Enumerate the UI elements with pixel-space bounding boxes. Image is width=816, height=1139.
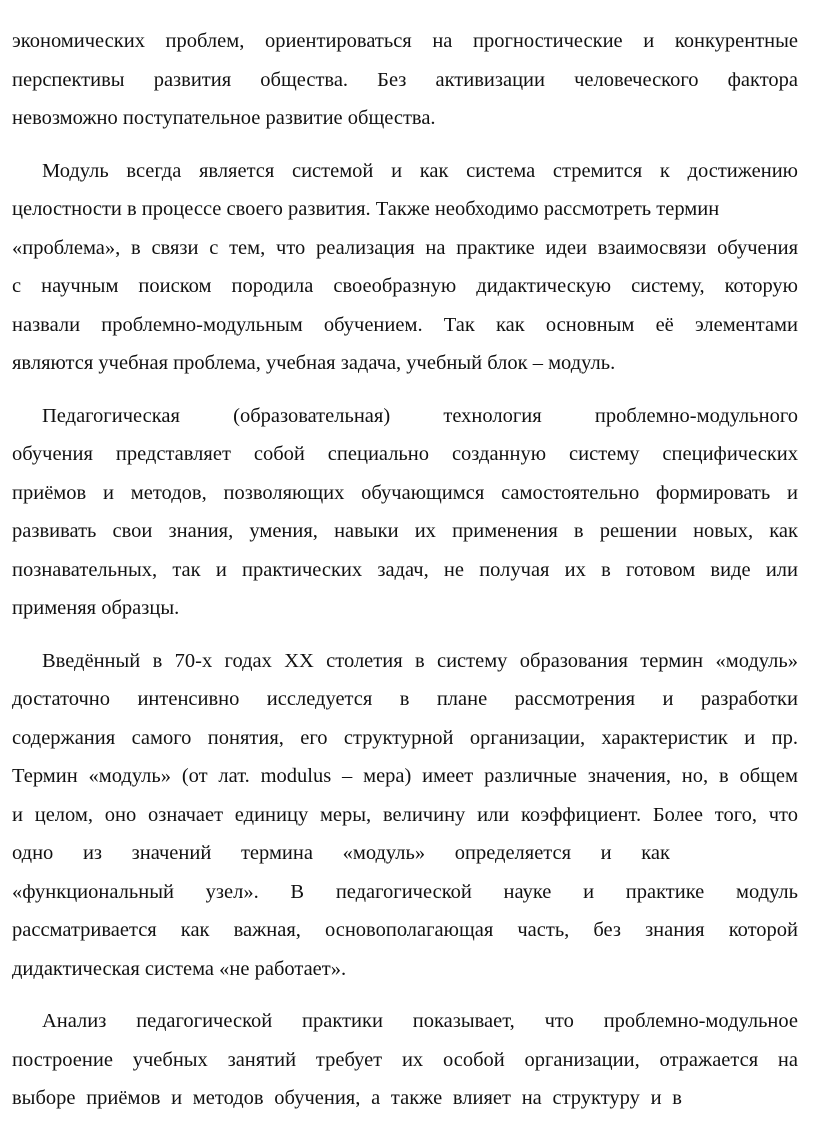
text-line: Педагогическая (образовательная) технология проблемно-модульного: [42, 404, 798, 427]
text-line: развивать свои знания, умения, навыки их применения в решении новых, как: [12, 520, 798, 542]
text-line: применяя образцы.: [12, 597, 180, 619]
text-line: построение учебных занятий требует их особой организации, отражается на: [12, 1048, 798, 1071]
text-line: познавательных, так и практических задач, не получая их в готовом виде или: [12, 558, 798, 581]
paragraph: [12, 397, 798, 628]
text-line: с научным поиском породила своеобразную дидактическую систему, которую: [12, 275, 798, 297]
text-line: обучения представляет собой специально созданную систему специфических: [12, 443, 798, 465]
text-line: назвали проблемно-модульным обучением. Так как основным её элементами: [12, 313, 798, 336]
text-line: выборе приёмов и методов обучения, а также влияет на структуру и в: [12, 1087, 682, 1109]
paragraph: [12, 152, 798, 383]
document-page: [12, 22, 798, 1118]
text-line: содержания самого понятия, его структурной организации, характеристик и пр.: [12, 726, 798, 749]
text-line: являются учебная проблема, учебная задача, учебный блок – модуль.: [12, 352, 616, 374]
text-line: Модуль всегда является системой и как система стремится к достижению: [42, 159, 798, 182]
text-line: Термин «модуль» (от лат. modulus – мера) имеет различные значения, но, в общем: [12, 765, 798, 787]
text-line: и целом, оно означает единицу меры, величину или коэффициент. Более того, что: [12, 803, 798, 826]
text-line: перспективы развития общества. Без активизации человеческого фактора: [12, 68, 798, 91]
text-line: Анализ педагогической практики показывает, что проблемно-модульное: [42, 1010, 798, 1032]
text-line: Введённый в 70-х годах XX столетия в систему образования термин «модуль»: [42, 649, 798, 672]
text-line: целостности в процессе своего развития. Также необходимо рассмотреть термин: [12, 198, 720, 220]
paragraph: [12, 22, 798, 138]
text-line: экономических проблем, ориентироваться на прогностические и конкурентные: [12, 30, 798, 52]
text-line: «проблема», в связи с тем, что реализация на практике идеи взаимосвязи обучения: [12, 236, 798, 259]
text-line: невозможно поступательное развитие общества.: [12, 107, 436, 129]
paragraph: [12, 1002, 798, 1118]
text-line: рассматривается как важная, основополагающая часть, без знания которой: [12, 919, 798, 941]
text-line: дидактическая система «не работает».: [12, 957, 347, 980]
text-line: приёмов и методов, позволяющих обучающимся самостоятельно формировать и: [12, 481, 798, 504]
text-line: достаточно интенсивно исследуется в плане рассмотрения и разработки: [12, 688, 798, 710]
paragraph: [12, 642, 798, 989]
text-line: «функциональный узел». В педагогической науке и практике модуль: [12, 880, 798, 903]
text-line: одно из значений термина «модуль» определяется и как: [12, 842, 670, 864]
